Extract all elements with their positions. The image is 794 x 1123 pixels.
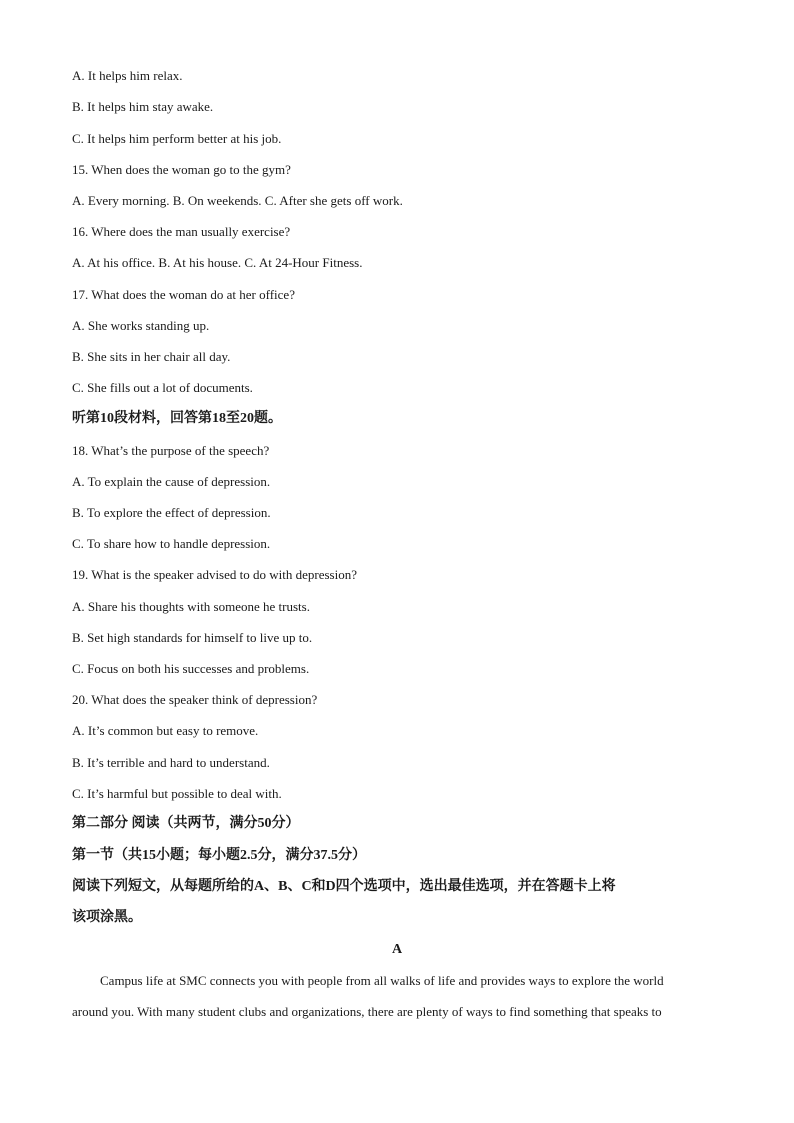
q20-question: 20. What does the speaker think of depression? — [72, 692, 318, 707]
q18-option-a: A. To explain the cause of depression. — [72, 474, 271, 489]
q19-option-b: B. Set high standards for himself to live up to. — [72, 630, 313, 645]
q16-options: A. At his office. B. At his house. C. At 24-Hour Fitness. — [72, 255, 363, 270]
q14-option-a: A. It helps him relax. — [72, 68, 183, 83]
q17-option-c: C. She fills out a lot of documents. — [72, 380, 253, 395]
reading-instructions-line-1: 阅读下列短文，从每题所给的A、B、C和D四个选项中，选出最佳选项，并在答题卡上将 — [72, 879, 616, 894]
q20-option-c: C. It’s harmful but possible to deal with. — [72, 786, 282, 801]
q14-option-b: B. It helps him stay awake. — [72, 99, 214, 114]
passage-paragraph-line-1: Campus life at SMC connects you with people from all walks of life and provides ways to explore the world — [100, 973, 664, 988]
q14-option-c: C. It helps him perform better at his job. — [72, 131, 282, 146]
q15-options: A. Every morning. B. On weekends. C. After she gets off work. — [72, 193, 403, 208]
q17-option-b: B. She sits in her chair all day. — [72, 349, 231, 364]
q18-question: 18. What’s the purpose of the speech? — [72, 443, 270, 458]
q19-option-c: C. Focus on both his successes and problems. — [72, 661, 310, 676]
q17-question: 17. What does the woman do at her office? — [72, 287, 295, 302]
q15-question: 15. When does the woman go to the gym? — [72, 162, 291, 177]
q16-question: 16. Where does the man usually exercise? — [72, 224, 291, 239]
part-two-heading: 第二部分 阅读（共两节，满分50分） — [72, 816, 300, 831]
reading-instructions-line-2: 该项涂黑。 — [72, 910, 142, 925]
passage-title: A — [391, 942, 403, 957]
q18-option-b: B. To explore the effect of depression. — [72, 505, 271, 520]
q17-option-a: A. She works standing up. — [72, 318, 210, 333]
q19-option-a: A. Share his thoughts with someone he trusts. — [72, 599, 310, 614]
q20-option-b: B. It’s terrible and hard to understand. — [72, 755, 270, 770]
section-one-heading: 第一节（共15小题；每小题2.5分，满分37.5分） — [72, 848, 366, 863]
q20-option-a: A. It’s common but easy to remove. — [72, 723, 259, 738]
passage-paragraph-line-2: around you. With many student clubs and organizations, there are plenty of ways to find something that speaks to — [72, 1004, 662, 1019]
section-instruction-18-20: 听第10段材料，回答第18至20题。 — [72, 411, 282, 426]
q19-question: 19. What is the speaker advised to do with depression? — [72, 567, 357, 582]
q18-option-c: C. To share how to handle depression. — [72, 536, 271, 551]
